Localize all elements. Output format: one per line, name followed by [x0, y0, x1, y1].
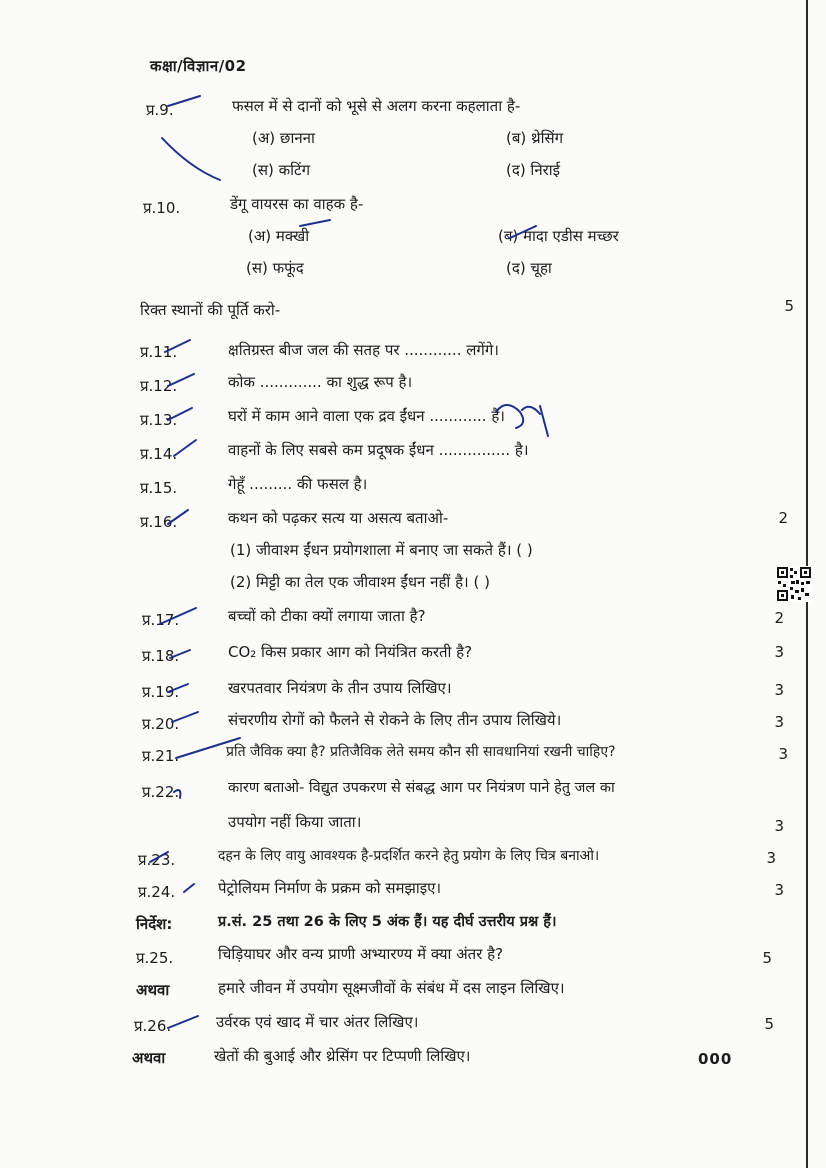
option: (स) कटिंग — [252, 161, 311, 179]
question-number: प्र.22. — [142, 783, 180, 801]
statement: (1) जीवाश्म ईंधन प्रयोगशाला में बनाए जा सकते हैं। ( ) — [230, 541, 533, 559]
option: (द) निराई — [506, 161, 561, 179]
option: (द) चूहा — [506, 259, 552, 277]
question-number: प्र.26. — [134, 1017, 172, 1035]
end-mark: 000 — [698, 1050, 733, 1068]
marks: 3 — [778, 745, 788, 763]
question-number: प्र.12. — [140, 377, 178, 395]
question-text: वाहनों के लिए सबसे कम प्रदूषक ईंधन ............... है। — [228, 441, 529, 459]
marks: 2 — [774, 609, 784, 627]
option: (स) फफूंद — [246, 259, 304, 277]
question-number: प्र.10. — [143, 199, 181, 217]
question-number: प्र.16. — [140, 513, 178, 531]
question-text-continued: उपयोग नहीं किया जाता। — [228, 813, 362, 831]
question-number: प्र.23. — [138, 851, 176, 869]
statement: (2) मिट्टी का तेल एक जीवाश्म ईंधन नहीं है। ( ) — [230, 573, 490, 591]
marks: 5 — [764, 1015, 774, 1033]
or-label: अथवा — [136, 981, 170, 999]
marks: 2 — [778, 509, 788, 527]
question-text: घरों में काम आने वाला एक द्रव ईंधन ............ है। — [228, 407, 505, 425]
question-text: गेहूँ ......... की फसल है। — [228, 475, 368, 493]
question-number: प्र.18. — [142, 647, 180, 665]
question-number: प्र.19. — [142, 683, 180, 701]
question-text: डेंगू वायरस का वाहक है- — [230, 195, 364, 213]
question-number: प्र.21. — [142, 747, 180, 765]
question-number: प्र.24. — [138, 883, 176, 901]
instruction-text: प्र.सं. 25 तथा 26 के लिए 5 अंक हैं। यह दीर्घ उत्तरीय प्रश्न हैं। — [218, 914, 557, 930]
marks: 3 — [774, 681, 784, 699]
question-text: पेट्रोलियम निर्माण के प्रक्रम को समझाइए। — [218, 879, 442, 897]
question-text: हमारे जीवन में उपयोग सूक्ष्मजीवों के संबंध में दस लाइन लिखिए। — [218, 979, 565, 997]
option: (अ) मक्खी — [248, 227, 310, 245]
question-text: कोक ............. का शुद्ध रूप है। — [228, 373, 413, 391]
question-text: फसल में से दानों को भूसे से अलग करना कहलाता है- — [232, 97, 521, 115]
question-number: प्र.9. — [146, 101, 174, 119]
question-text: चिड़ियाघर और वन्य प्राणी अभ्यारण्य में क्या अंतर है? — [218, 945, 504, 963]
question-number: प्र.11. — [140, 343, 178, 361]
page-header: कक्षा/विज्ञान/02 — [150, 57, 247, 75]
question-number: प्र.13. — [140, 411, 178, 429]
question-number: प्र.17. — [142, 611, 180, 629]
section-heading: रिक्त स्थानों की पूर्ति करो- — [140, 301, 281, 319]
question-text: खरपतवार नियंत्रण के तीन उपाय लिखिए। — [228, 679, 452, 697]
or-label: अथवा — [132, 1049, 166, 1067]
question-number: प्र.25. — [136, 949, 174, 967]
option: (ब) मादा एडीस मच्छर — [498, 227, 619, 245]
marks: 3 — [774, 643, 784, 661]
question-text: दहन के लिए वायु आवश्यक है-प्रदर्शित करने हेतु प्रयोग के लिए चित्र बनाओ। — [218, 848, 600, 864]
marks: 3 — [774, 881, 784, 899]
question-text: कारण बताओ- विद्युत उपकरण से संबद्ध आग पर नियंत्रण पाने हेतु जल का — [228, 780, 615, 796]
marks: 5 — [762, 949, 772, 967]
marks: 3 — [774, 817, 784, 835]
marks: 3 — [774, 713, 784, 731]
question-text: क्षतिग्रस्त बीज जल की सतह पर ............ लगेंगे। — [228, 341, 499, 359]
question-number: प्र.20. — [142, 715, 180, 733]
question-text: कथन को पढ़कर सत्य या असत्य बताओ- — [228, 509, 449, 527]
question-number: प्र.15. — [140, 479, 178, 497]
option: (ब) थ्रेसिंग — [506, 129, 564, 147]
instruction-label: निर्देश: — [136, 915, 173, 933]
question-text: बच्चों को टीका क्यों लगाया जाता है? — [228, 607, 426, 625]
question-text: खेतों की बुआई और थ्रेसिंग पर टिप्पणी लिखिए। — [214, 1047, 471, 1065]
marks: 5 — [784, 297, 794, 315]
question-text: प्रति जैविक क्या है? प्रतिजैविक लेते समय कौन सी सावधानियां रखनी चाहिए? — [226, 744, 616, 760]
question-text: CO₂ किस प्रकार आग को नियंत्रित करती है? — [228, 643, 473, 661]
question-text: संचरणीय रोगों को फैलने से रोकने के लिए तीन उपाय लिखिये। — [228, 711, 562, 729]
marks: 3 — [766, 849, 776, 867]
option: (अ) छानना — [252, 129, 315, 147]
question-text: उर्वरक एवं खाद में चार अंतर लिखिए। — [216, 1013, 419, 1031]
question-number: प्र.14. — [140, 445, 178, 463]
